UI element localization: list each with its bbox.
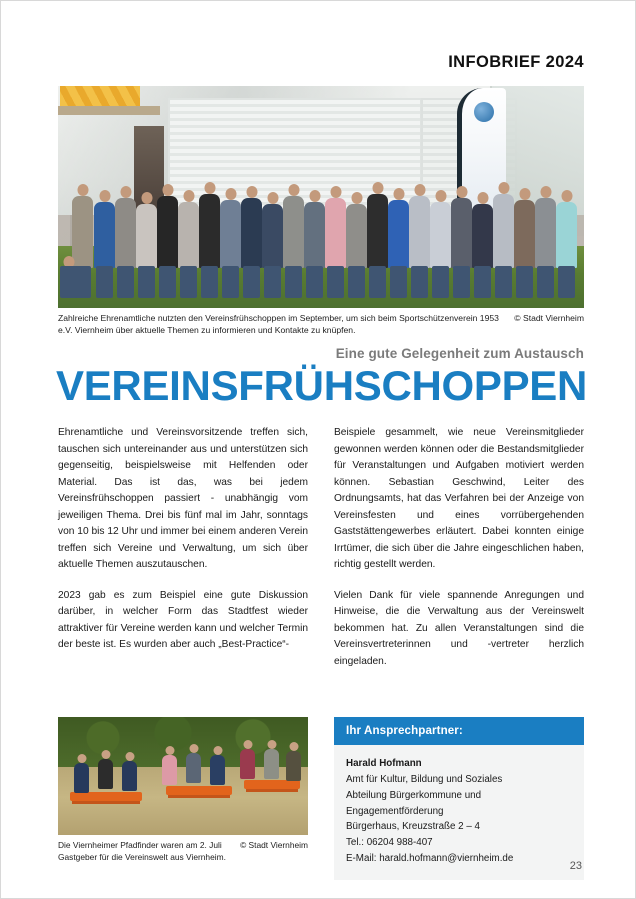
bottom-caption xyxy=(58,839,308,863)
article-column-right xyxy=(334,425,584,684)
contact-email[interactable]: E-Mail: harald.hofmann@viernheim.de xyxy=(346,853,514,865)
contact-box xyxy=(334,717,584,880)
paragraph: 2023 gab es zum Beispiel eine gute Diskussion darüber, in welcher Form das Stadtfest wieder attraktiver für Vereine werden kann und welcher Termin der beste ist. Es wurden aber auch „Best-Practice“- xyxy=(58,589,308,651)
hero-caption xyxy=(58,312,584,336)
hero-photo xyxy=(58,86,584,308)
beer-table xyxy=(166,786,232,795)
bottom-photo xyxy=(58,717,308,835)
article-body xyxy=(58,425,584,684)
running-head: INFOBRIEF 2024 xyxy=(448,53,584,71)
paragraph: Vielen Dank für viele spannende Anregungen und Hinweise, die die Verwaltung aus der Vereinswelt bekommen hat. Zu allen Veranstaltungen sind die Vereinsvertreterinnen und -vertreter herzlich eingeladen. xyxy=(334,589,584,667)
contact-phone: Tel.: 06204 988-407 xyxy=(346,837,433,849)
contact-division-line-1: Abteilung Bürgerkommune und xyxy=(346,789,482,801)
bottom-caption-text: Die Viernheimer Pfadfinder waren am 2. Juli Gastgeber für die Vereinswelt aus Viernheim. xyxy=(58,840,226,863)
beer-table xyxy=(244,780,300,789)
paragraph: Beispiele gesammelt, wie neue Vereinsmitglieder gewonnen werden können oder die Bestandsmitglieder für Veranstaltungen und Aufgaben motiviert werden können. Sebastian Geschwind, Leiter des Ordnungsamts, hat das Verfahren bei der Anzeige von Vereinsfesten und eines vorrübergehenden Gaststättengewerbes erläutert. Dabei konnten einige Irrtümer, die sich über die Jahre eingeschlichen haben, richtig gestellt werden. xyxy=(334,427,584,571)
contact-division-line-2: Engagementförderung xyxy=(346,805,444,817)
article-column-left xyxy=(58,425,308,684)
bottom-credit: © Stadt Viernheim xyxy=(240,840,308,850)
hero-figure xyxy=(58,86,584,336)
paragraph: Ehrenamtliche und Vereinsvorsitzende treffen sich, tauschen sich untereinander aus und unterstützen sich gegenseitig, beispielsweise mit Helfenden oder Material. Das ist das, was bei jedem Vereinsfrühschoppen passiert - unabhängig vom jeweiligen Thema. Drei bis fünf mal im Jahr, sonntags von 10 bis 12 Uhr und immer bei einem anderen Verein treffen sich Vereine und Verwaltung, um sich über aktuelle Themen auszutauschen. xyxy=(58,427,308,571)
page-content-area xyxy=(1,1,635,898)
contact-box-body xyxy=(334,745,584,880)
page-title: VEREINSFRÜHSCHOPPEN xyxy=(56,362,588,409)
hero-caption-text: Zahlreiche Ehrenamtliche nutzten den Vereinsfrühschoppen im September, um sich beim Sportschützenverein 1953 e.V. Viernheim über aktuelle Themen zu informieren und Kontakte zu knüpfen. xyxy=(58,313,499,336)
contact-address: Bürgerhaus, Kreuzstraße 2 – 4 xyxy=(346,821,480,833)
hero-credit: © Stadt Viernheim xyxy=(514,313,584,323)
beer-table xyxy=(70,792,142,801)
contact-box-header: Ihr Ansprechpartner: xyxy=(334,717,584,745)
contact-department: Amt für Kultur, Bildung und Soziales xyxy=(346,773,503,785)
page-number: 23 xyxy=(569,860,582,872)
bottom-figure xyxy=(58,717,308,863)
roofline xyxy=(58,106,160,115)
contact-name: Harald Hofmann xyxy=(346,758,422,769)
group-of-people xyxy=(58,130,584,268)
article-kicker: Eine gute Gelegenheit zum Austausch xyxy=(335,346,584,361)
